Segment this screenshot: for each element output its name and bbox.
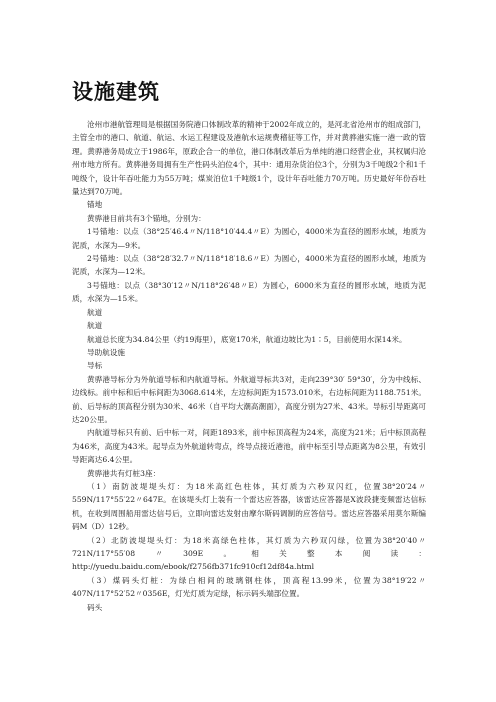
- paragraph: （3）煤码头灯桩：为绿白相间的玻璃钢柱体，顶高程13.99米，位置为38°19′22〃407N/117°52′52〃0356E，灯光灯质为定绿，标示码头端部位置。: [72, 575, 426, 599]
- paragraph: 黄骅港导标分为外航道导标和内航道导标。外航道导标共3对，走向239°30′ 59°30′，分为中线标、边线标。前中标和后中标间距为3068.614米，左边标间距为1573.010米，右边标间距为1188.751米。前、后导标的顶高程分别为30米、46米（自平均大潮高潮面），高度分别为27米、43米。导标引导距离可达20公里。: [72, 374, 426, 424]
- paragraph-with-link[interactable]: （2）北防波堤堤头灯：为18米高绿色柱体，其灯质为六秒双闪绿，位置为38°20′40〃721N/117°55′08〃309E。相关整本阅读：http://yuedu.baidu.com/ebook/f2756fb371fc910cf12df84a.html: [72, 535, 426, 572]
- paragraph: 黄骅港共有灯桩3座：: [87, 468, 161, 478]
- page-title: 设施建筑: [72, 80, 160, 104]
- section-heading-beacons: 导标: [87, 361, 103, 371]
- paragraph: 2号锚地：以点（38°28′32.7〃N/118°18′18.6〃E）为圆心，4000米为直径的圆形水域，地质为泥质，水深为—12米。: [72, 254, 426, 277]
- section-heading-aids: 导助航设施: [87, 347, 125, 357]
- paragraph: 1号锚地：以点（38°25′46.4〃N/118°10′44.4〃E）为圆心，4000米为直径的圆形水域，地质为泥质，水深为—9米。: [72, 227, 426, 250]
- paragraph: 内航道导标只有前、后中标一对，间距1893米，前中标顶高程为24米，高度为21米；后中标顶高程为46米，高度为43米。起导点为外航道转弯点，终导点接近港池，前中标至引导点距离为8公里，有效引导距离达6.4公里。: [72, 428, 426, 465]
- paragraph: 黄骅港目前共有3个锚地，分别为：: [87, 213, 206, 223]
- intro-paragraph: 沧州市港航管理局是根据国务院港口体制改革的精神于2002年成立的，是河北省沧州市的组成部门，主管全市的港口、航道、航运、水运工程建设及港航水运规费稽征等工作，并对黄骅港实施一港一政的管理。黄骅港务局成立于1986年，原政企合一的单位，港口体制改革后为单纯的港口经营企业，其权属归沧州市地方所有。黄骅港务局拥有生产性码头泊位4个，其中：通用杂货泊位3个，分别为3千吨级2个和1千吨级个，设计年吞吐能力为55万吨；煤炭泊位1千吨级1个，设计年吞吐能力70万吨。历史最好年份吞吐量达到70万吨。: [72, 120, 426, 197]
- section-heading-channel-sub: 航道: [87, 321, 103, 331]
- paragraph: 航道总长度为34.84公里（约19海里），底宽170米，航道边坡比为1∶5，目前使用水深14米。: [87, 334, 407, 344]
- section-heading-channel: 航道: [87, 307, 103, 317]
- document-body: [72, 118, 426, 614]
- paragraph: 3号锚地：以点（38°30′12〃N/118°26′48〃E）为圆心，6000米为直径的圆形水域，地质为泥质，水深为—15米。: [72, 280, 426, 304]
- paragraph: （1）南防波堤堤头灯：为18米高红色柱体，其灯质为六秒双闪红，位置38°20′24〃559N/117°55′22〃647E。在该堤头灯上装有一个雷达应答器，该雷达应答器是X波段捷变频雷达信标机，在收到周围船用雷达信号后，立即向雷达发射由摩尔斯码调制的应答信号。雷达应答器采用莫尔斯编码M（D）12秒。: [72, 481, 426, 532]
- section-heading-wharf: 码头: [87, 602, 103, 612]
- section-heading-anchorage: 锚地: [87, 200, 103, 210]
